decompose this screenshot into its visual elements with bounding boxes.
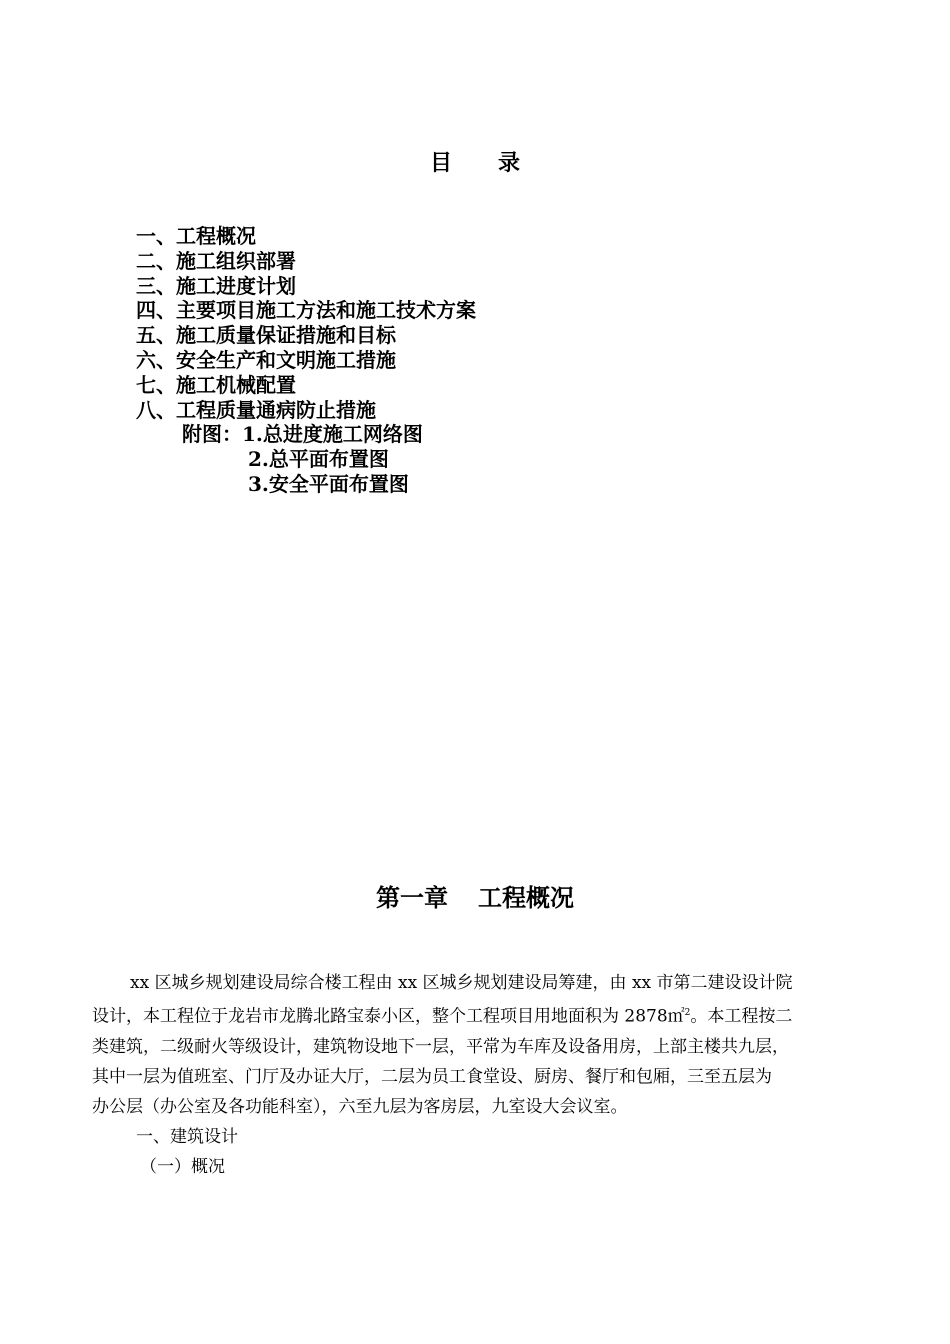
toc-item: 三、施工进度计划: [136, 273, 296, 298]
body-line: [92, 998, 862, 1032]
toc-item: 二、施工组织部署: [136, 248, 296, 273]
toc-title-part1: 目: [429, 150, 452, 176]
section-heading: 一、建筑设计: [136, 1126, 238, 1147]
toc-item: 四、主要项目施工方法和施工技术方案: [136, 298, 476, 323]
chapter-name: 工程概况: [478, 883, 574, 912]
toc-item: 八、工程质量通病防止措施: [136, 397, 376, 422]
body-text: [92, 968, 862, 1182]
toc-item: 六、安全生产和文明施工措施: [136, 347, 396, 372]
body-line: 其中一层为值班室、门厅及办证大厅，二层为员工食堂设、厨房、餐厅和包厢，三至五层为: [92, 1066, 772, 1087]
toc-title: [0, 146, 950, 177]
toc-appendix-item: 附图：1.总进度施工网络图: [182, 422, 423, 447]
chapter-number: 第一章: [376, 883, 448, 912]
toc-title-part2: 录: [498, 150, 521, 176]
toc-item: 七、施工机械配置: [136, 372, 296, 397]
body-line: 办公层（办公室及各功能科室），六至九层为客房层，九室设大会议室。: [92, 1096, 628, 1117]
body-line: xx 区城乡规划建设局综合楼工程由 xx 区城乡规划建设局筹建，由 xx 市第二建设设计院: [130, 973, 793, 993]
chapter-title: [0, 878, 950, 913]
toc-item: 五、施工质量保证措施和目标: [136, 323, 396, 348]
superscript: 2: [684, 1008, 691, 1018]
toc-item: 一、工程概况: [136, 224, 256, 248]
subsection-heading: （一）概况: [140, 1156, 225, 1177]
body-line: 类建筑，二级耐火等级设计，建筑物设地下一层，平常为车库及设备用房，上部主楼共九层，: [92, 1036, 789, 1057]
body-line-text: 设计，本工程位于龙岩市龙腾北路宝泰小区，整个工程项目用地面积为 2878㎡: [92, 1006, 685, 1027]
toc-appendix-item: 3.安全平面布置图: [248, 471, 409, 496]
body-line-text: 。本工程按二: [690, 1006, 793, 1027]
toc-appendix-item: 2.总平面布置图: [248, 447, 389, 472]
toc-list: [136, 224, 476, 497]
